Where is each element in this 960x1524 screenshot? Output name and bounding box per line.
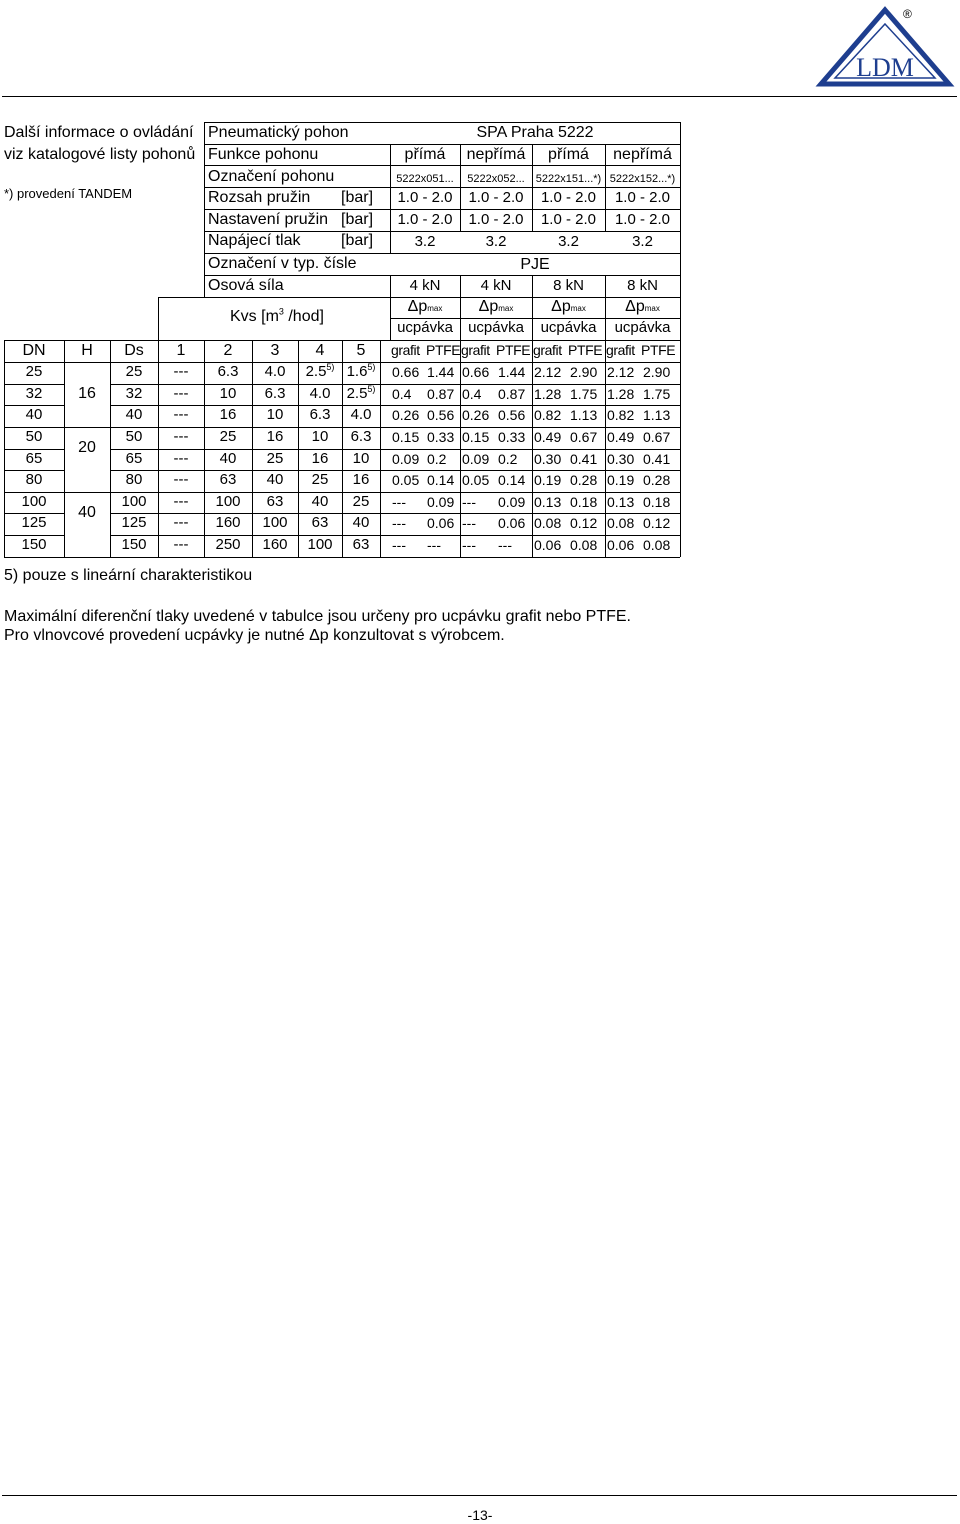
- kvs-value: 160: [262, 536, 288, 553]
- col-kvs-5: 5: [356, 342, 366, 359]
- kvs-value: 6.3: [350, 428, 372, 445]
- max-subscript: max: [570, 304, 586, 313]
- delta-symbol: Δ: [478, 298, 490, 315]
- dp-max-head: [390, 298, 460, 318]
- cell-kvs: [298, 536, 342, 554]
- kvs-value: 4.0: [309, 385, 331, 402]
- dp-max-head: [605, 298, 680, 318]
- grid-vline: [460, 340, 461, 557]
- kvs-value: 16: [311, 450, 329, 467]
- cell-kvs: [158, 514, 204, 532]
- h-group-20: 20: [78, 439, 96, 456]
- hdr-funkce-value: nepřímá: [613, 146, 672, 163]
- cell-kvs: [298, 514, 342, 532]
- cell-dp: 0.82: [607, 407, 635, 423]
- kvs-value: 40: [352, 514, 370, 531]
- hdr-rozsah-unit: [bar]: [341, 189, 374, 206]
- cell-ds: 40: [125, 406, 143, 423]
- hdr-nastaveni-value: 1.0 - 2.0: [540, 211, 597, 228]
- cell-kvs: [298, 406, 342, 424]
- kvs-value: 100: [307, 536, 333, 553]
- cell-kvs: [342, 428, 380, 446]
- cell-kvs: [342, 514, 380, 532]
- kvs-value: 40: [311, 493, 329, 510]
- cell-kvs: [204, 450, 252, 468]
- cell-kvs: [158, 428, 204, 446]
- ucpavka-head: ucpávka: [614, 319, 671, 336]
- footnote-ref: 5): [367, 384, 376, 394]
- cell-dp: 0.4: [462, 386, 482, 402]
- max-subscript: max: [644, 304, 660, 313]
- grid-vline: [532, 340, 533, 557]
- cell-dp: 0.08: [643, 537, 671, 553]
- p-symbol: p: [418, 298, 428, 315]
- hdr-funkce-label: Funkce pohonu: [208, 146, 319, 163]
- kvs-value: 40: [266, 471, 284, 488]
- kvs-value: 10: [266, 406, 284, 423]
- cell-dn: 32: [25, 385, 43, 402]
- cell-dn: 150: [21, 536, 47, 553]
- hdr-typ-value: PJE: [520, 256, 550, 273]
- cell-dp: 0.2: [427, 451, 447, 467]
- cell-dp: 0.28: [643, 472, 671, 488]
- cell-kvs: [158, 450, 204, 468]
- cell-dp: 0.33: [427, 429, 455, 445]
- cell-dp: 0.13: [534, 494, 562, 510]
- cell-kvs: [158, 536, 204, 554]
- footnote-ref: 5): [367, 362, 376, 372]
- ucpavka-head: ucpávka: [397, 319, 453, 336]
- cell-dp: 0.87: [498, 386, 526, 402]
- grid-vline: [680, 122, 681, 340]
- cell-dn: 100: [21, 493, 47, 510]
- cell-dp: 0.49: [607, 429, 635, 445]
- cell-kvs: [298, 450, 342, 468]
- kvs-value: 16: [266, 428, 284, 445]
- col-ds: Ds: [124, 342, 144, 359]
- cell-dp: ---: [462, 515, 476, 531]
- cell-kvs: [204, 536, 252, 554]
- cell-dp: ---: [427, 537, 441, 553]
- cell-dn: 65: [25, 450, 43, 467]
- cell-kvs: [342, 406, 380, 424]
- cell-kvs: [342, 385, 380, 403]
- kvs-value: 100: [215, 493, 241, 510]
- cell-dp: ---: [392, 494, 406, 510]
- grid-hline: [204, 122, 680, 123]
- grafit-head: grafit: [606, 342, 635, 358]
- kvs-value: 25: [219, 428, 237, 445]
- h-group-40: 40: [78, 504, 96, 521]
- cell-kvs: [298, 428, 342, 446]
- col-h: H: [81, 342, 93, 359]
- cell-dp: 0.14: [427, 472, 455, 488]
- cell-dp: 0.4: [392, 386, 412, 402]
- dp-max-head: [532, 298, 605, 318]
- registered-mark: ®: [903, 7, 912, 21]
- cell-dp: 1.13: [643, 407, 671, 423]
- cell-kvs: [252, 406, 298, 424]
- kvs-value: 250: [215, 536, 241, 553]
- max-subscript: max: [427, 304, 443, 313]
- grafit-head: grafit: [391, 342, 420, 358]
- side-line-1: Další informace o ovládání: [4, 124, 194, 141]
- kvs-value: 25: [311, 471, 329, 488]
- cell-dp: 0.41: [570, 451, 598, 467]
- cell-dp: 0.19: [534, 472, 562, 488]
- grid-vline: [380, 340, 381, 557]
- kvs-value: ---: [173, 428, 189, 445]
- cell-dp: 0.2: [498, 451, 518, 467]
- cell-kvs: [342, 536, 380, 554]
- kvs-value: 1.6: [346, 363, 368, 380]
- kvs-value: 2.5: [346, 385, 368, 402]
- grid-hline: [204, 253, 680, 254]
- hdr-funkce-value: přímá: [548, 146, 589, 163]
- hdr-sila-label: Osová síla: [208, 277, 284, 294]
- hdr-nastaveni-value: 1.0 - 2.0: [468, 211, 524, 228]
- col-dn: DN: [22, 342, 46, 359]
- cell-kvs: [158, 406, 204, 424]
- cell-dp: 0.09: [427, 494, 455, 510]
- cell-dp: 1.28: [534, 386, 562, 402]
- cell-dp: 0.30: [607, 451, 635, 467]
- top-rule: [2, 96, 957, 97]
- kvs-value: ---: [173, 363, 189, 380]
- cell-dp: 1.44: [498, 364, 526, 380]
- cell-dp: 0.49: [534, 429, 562, 445]
- cell-dp: 0.06: [427, 515, 455, 531]
- cell-dp: 2.90: [643, 364, 671, 380]
- cell-dp: 0.82: [534, 407, 562, 423]
- kvs-value: 10: [219, 385, 237, 402]
- kvs-value: ---: [173, 406, 189, 423]
- hdr-napajeci-value: 3.2: [485, 233, 507, 250]
- dp-max-head: [460, 298, 532, 318]
- side-line-2: viz katalogové listy pohonů: [4, 146, 196, 163]
- cell-dp: 0.15: [392, 429, 420, 445]
- page-number: -13-: [467, 1507, 493, 1523]
- kvs-value: 10: [352, 450, 370, 467]
- delta-symbol: Δ: [551, 298, 562, 315]
- hdr-napajeci-value: 3.2: [558, 233, 579, 250]
- ptfe-head: PTFE: [426, 342, 461, 358]
- cell-dp: 1.75: [570, 386, 598, 402]
- kvs-value: 4.0: [264, 363, 286, 380]
- hdr-funkce-value: nepřímá: [466, 146, 526, 163]
- kvs-value: 25: [266, 450, 284, 467]
- cell-ds: 50: [125, 428, 143, 445]
- cell-dp: 0.05: [462, 472, 490, 488]
- grid-vline: [158, 297, 159, 340]
- kvs-value: 4.0: [350, 406, 372, 423]
- ucpavka-head: ucpávka: [540, 319, 597, 336]
- cell-dp: 0.09: [462, 451, 490, 467]
- cell-dp: 0.66: [392, 364, 420, 380]
- hdr-nastaveni-value: 1.0 - 2.0: [397, 211, 453, 228]
- cell-kvs: [342, 471, 380, 489]
- kvs-value: 160: [215, 514, 241, 531]
- cell-kvs: [204, 385, 252, 403]
- ptfe-head: PTFE: [568, 342, 603, 358]
- delta-symbol: Δ: [625, 298, 636, 315]
- hdr-oznaceni-value: 5222x152...*): [609, 173, 676, 185]
- kvs-value: ---: [173, 385, 189, 402]
- logo-text: LDM: [856, 53, 914, 82]
- kvs-value: 100: [262, 514, 288, 531]
- kvs-value: ---: [173, 536, 189, 553]
- cell-dp: 0.18: [570, 494, 598, 510]
- cell-dp: 0.14: [498, 472, 526, 488]
- cell-dp: ---: [392, 537, 406, 553]
- cell-kvs: [252, 363, 298, 381]
- cell-dp: 1.44: [427, 364, 455, 380]
- hdr-sila-value: 4 kN: [409, 277, 441, 294]
- cell-dp: 0.15: [462, 429, 490, 445]
- cell-dp: 0.30: [534, 451, 562, 467]
- cell-dp: 0.67: [643, 429, 671, 445]
- col-kvs-2: 2: [223, 342, 233, 359]
- hdr-napajeci-label: Napájecí tlak: [208, 232, 301, 249]
- hdr-nastaveni-value: 1.0 - 2.0: [614, 211, 671, 228]
- cell-dp: 0.18: [643, 494, 671, 510]
- cell-dp: ---: [498, 537, 512, 553]
- kvs-value: 16: [219, 406, 237, 423]
- note-2: Pro vlnovcové provedení ucpávky je nutné Δp konzultovat s výrobcem.: [4, 627, 505, 644]
- cell-kvs: [342, 493, 380, 511]
- kvs-value: ---: [173, 493, 189, 510]
- grafit-head: grafit: [461, 342, 490, 358]
- cell-dp: 0.06: [607, 537, 635, 553]
- cell-dp: 0.09: [392, 451, 420, 467]
- kvs-value: ---: [173, 514, 189, 531]
- cell-dp: ---: [392, 515, 406, 531]
- cell-dp: 0.56: [498, 407, 526, 423]
- cell-dp: 0.87: [427, 386, 455, 402]
- hdr-pohon-label: Pneumatický pohon: [208, 124, 349, 141]
- hdr-oznaceni-value: 5222x052...: [467, 173, 525, 185]
- cell-ds: 150: [121, 536, 147, 553]
- grid-hline: [204, 165, 680, 166]
- cell-kvs: [342, 450, 380, 468]
- col-kvs-4: 4: [315, 342, 325, 359]
- cell-dp: 0.41: [643, 451, 671, 467]
- hdr-oznaceni-value: 5222x051...: [396, 173, 454, 185]
- cell-kvs: [252, 385, 298, 403]
- kvs-value: ---: [173, 471, 189, 488]
- cell-dp: 0.09: [498, 494, 526, 510]
- cell-kvs: [204, 363, 252, 381]
- cell-ds: 25: [125, 363, 143, 380]
- kvs-value: 6.3: [264, 385, 286, 402]
- cell-dn: 25: [25, 363, 43, 380]
- cell-kvs: [158, 385, 204, 403]
- hdr-funkce-value: přímá: [404, 146, 446, 163]
- cell-dp: 0.19: [607, 472, 635, 488]
- cell-ds: 100: [121, 493, 147, 510]
- hdr-pohon-value: SPA Praha 5222: [476, 124, 594, 141]
- hdr-sila-value: 4 kN: [480, 277, 512, 294]
- cell-dp: 0.66: [462, 364, 490, 380]
- bottom-rule: [2, 1495, 957, 1496]
- cell-dp: 0.26: [392, 407, 420, 423]
- cell-dp: 0.28: [570, 472, 598, 488]
- grid-vline: [680, 340, 681, 557]
- kvs-value: 16: [352, 471, 370, 488]
- cell-kvs: [252, 471, 298, 489]
- cell-dp: 2.12: [607, 364, 635, 380]
- cell-kvs: [204, 514, 252, 532]
- kvs-value: 40: [219, 450, 237, 467]
- cell-kvs: [204, 493, 252, 511]
- kvs-value: 63: [311, 514, 329, 531]
- hdr-nastaveni-unit: [bar]: [341, 211, 374, 228]
- ldm-logo: [815, 6, 955, 88]
- cell-dp: 0.06: [534, 537, 562, 553]
- max-subscript: max: [498, 304, 514, 313]
- ptfe-head: PTFE: [496, 342, 531, 358]
- cell-kvs: [158, 493, 204, 511]
- kvs-value: 2.5: [305, 363, 327, 380]
- kvs-value: 10: [311, 428, 329, 445]
- cell-dp: ---: [462, 494, 476, 510]
- hdr-rozsah-value: 1.0 - 2.0: [468, 189, 524, 206]
- cell-dp: 1.28: [607, 386, 635, 402]
- hdr-napajeci-value: 3.2: [632, 233, 653, 250]
- kvs-value: 63: [219, 471, 237, 488]
- cell-dp: 0.12: [570, 515, 598, 531]
- hdr-typ-label: Označení v typ. čísle: [208, 255, 357, 272]
- cell-ds: 32: [125, 385, 143, 402]
- grid-hline: [4, 557, 680, 558]
- h-group-16: 16: [78, 385, 96, 402]
- cell-kvs: [204, 428, 252, 446]
- hdr-sila-value: 8 kN: [627, 277, 658, 294]
- grid-hline: [204, 209, 680, 210]
- cell-kvs: [252, 536, 298, 554]
- cell-kvs: [298, 385, 342, 403]
- cell-dp: 2.12: [534, 364, 562, 380]
- kvs-value: 6.3: [217, 363, 239, 380]
- cell-kvs: [252, 450, 298, 468]
- hdr-sila-value: 8 kN: [553, 277, 584, 294]
- cell-dp: 0.06: [498, 515, 526, 531]
- cell-ds: 80: [125, 471, 143, 488]
- hdr-nastaveni-label: Nastavení pružin: [208, 211, 329, 228]
- cell-kvs: [252, 493, 298, 511]
- cell-kvs: [298, 471, 342, 489]
- cell-kvs: [158, 363, 204, 381]
- ptfe-head: PTFE: [641, 342, 676, 358]
- cell-dp: 0.56: [427, 407, 455, 423]
- cell-kvs: [204, 406, 252, 424]
- cell-dp: 0.13: [607, 494, 635, 510]
- cell-dp: 0.12: [643, 515, 671, 531]
- cell-dp: 0.05: [392, 472, 420, 488]
- delta-symbol: Δ: [407, 298, 419, 315]
- cell-ds: 125: [121, 514, 147, 531]
- cell-kvs: [298, 493, 342, 511]
- kvs-value: 6.3: [309, 406, 331, 423]
- kvs-value: 63: [352, 536, 370, 553]
- kvs-value: ---: [173, 450, 189, 467]
- cell-ds: 65: [125, 450, 143, 467]
- hdr-napajeci-value: 3.2: [414, 233, 436, 250]
- note-1: Maximální diferenční tlaky uvedené v tabulce jsou určeny pro ucpávku grafit nebo PTFE.: [4, 608, 631, 625]
- cell-kvs: [158, 471, 204, 489]
- cell-dp: 0.08: [534, 515, 562, 531]
- side-tandem: *) provedení TANDEM: [4, 186, 133, 201]
- cell-kvs: [252, 428, 298, 446]
- cell-dp: 1.13: [570, 407, 598, 423]
- cell-kvs: [252, 514, 298, 532]
- kvs-label: Kvs [$m^3$ /hod]: [230, 306, 324, 325]
- cell-dn: 125: [21, 514, 47, 531]
- cell-dp: 0.67: [570, 429, 598, 445]
- cell-dn: 80: [25, 471, 43, 488]
- cell-dp: 0.33: [498, 429, 526, 445]
- hdr-rozsah-value: 1.0 - 2.0: [540, 189, 597, 206]
- grid-hline: [204, 144, 680, 145]
- ucpavka-head: ucpávka: [468, 319, 524, 336]
- cell-dp: 1.75: [643, 386, 671, 402]
- grafit-head: grafit: [533, 342, 562, 358]
- grid-hline: [204, 275, 680, 276]
- cell-dp: 0.08: [607, 515, 635, 531]
- p-symbol: p: [561, 298, 571, 315]
- hdr-oznaceni-label: Označení pohonu: [208, 168, 335, 185]
- col-kvs-3: 3: [270, 342, 280, 359]
- grid-vline: [204, 122, 205, 297]
- cell-dp: 0.08: [570, 537, 598, 553]
- cell-kvs: [342, 363, 380, 381]
- p-symbol: p: [635, 298, 645, 315]
- col-kvs-1: 1: [176, 342, 186, 359]
- hdr-oznaceni-value: 5222x151...*): [535, 173, 602, 185]
- cell-kvs: [298, 363, 342, 381]
- cell-dn: 50: [25, 428, 43, 445]
- cell-dp: 2.90: [570, 364, 598, 380]
- kvs-value: 25: [352, 493, 370, 510]
- cell-dn: 40: [25, 406, 43, 423]
- cell-kvs: [204, 471, 252, 489]
- hdr-rozsah-value: 1.0 - 2.0: [397, 189, 453, 206]
- footnote: 5) pouze s lineární charakteristikou: [4, 567, 253, 584]
- p-symbol: p: [489, 298, 499, 315]
- hdr-rozsah-label: Rozsah pružin: [208, 189, 311, 206]
- hdr-napajeci-unit: [bar]: [341, 232, 374, 249]
- grid-vline: [605, 340, 606, 557]
- cell-dp: 0.26: [462, 407, 490, 423]
- cell-dp: ---: [462, 537, 476, 553]
- hdr-rozsah-value: 1.0 - 2.0: [614, 189, 671, 206]
- kvs-value: 63: [266, 493, 284, 510]
- footnote-ref: 5): [326, 362, 335, 372]
